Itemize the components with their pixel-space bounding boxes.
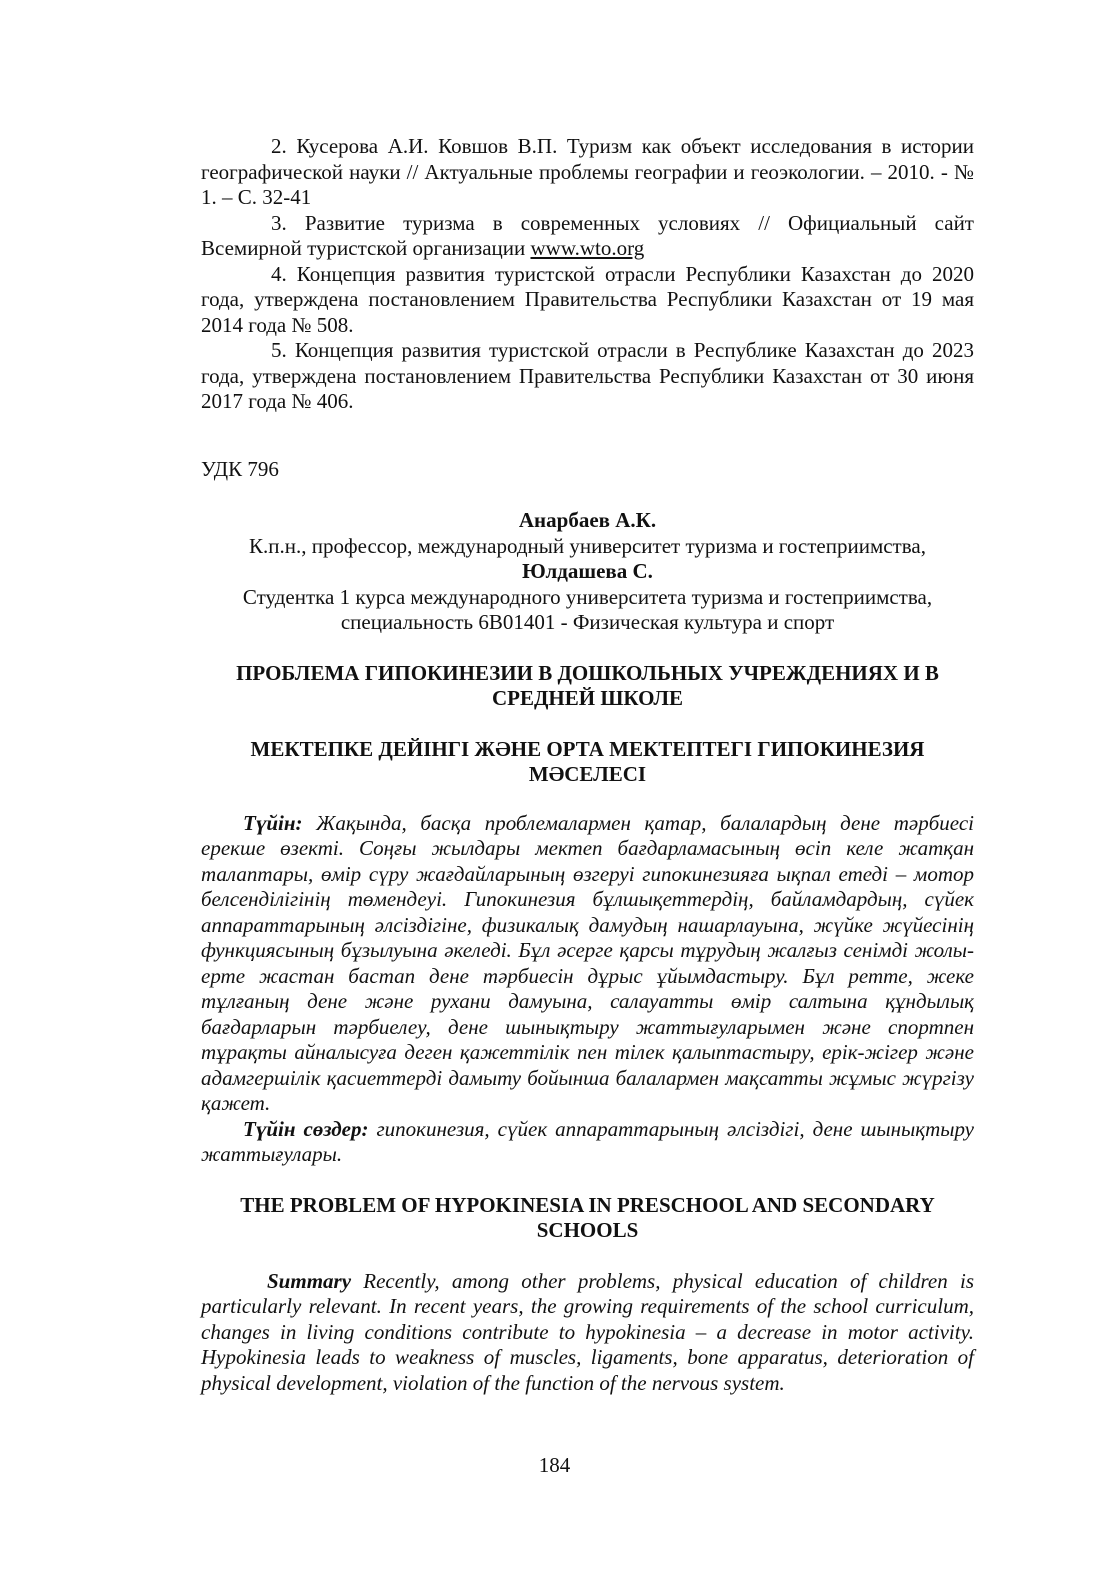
- author-name: Юлдашева С.: [522, 559, 653, 583]
- reference-item: 2. Кусерова А.И. Ковшов В.П. Туризм как объект исследования в истории географической науки // Актуальные проблемы географии и геоэкологии. – 2010. - № 1. – С. 32-41: [201, 134, 974, 209]
- author-affiliation: К.п.н., профессор, международный университет туризма и гостеприимства,: [249, 533, 926, 558]
- reference-item: 3. Развитие туризма в современных условиях // Официальный сайт Всемирной туристской организации www.wto.org: [201, 210, 974, 260]
- author-affiliation: специальность 6В01401 - Физическая культура и спорт: [340, 610, 835, 634]
- udk-code: УДК 796: [201, 456, 279, 481]
- document-page: [201, 134, 974, 1396]
- author-affiliation: Студентка 1 курса международного университета туризма и гостеприимства,: [242, 584, 933, 609]
- abstract-lead: Summary: [267, 1268, 352, 1293]
- keywords-text: гипокинезия, сүйек аппараттарының әлсіздігі, дене шынықтыру жаттығулары.: [201, 1116, 975, 1166]
- page-number: 184: [538, 1453, 571, 1477]
- title-russian: ПРОБЛЕМА ГИПОКИНЕЗИИ В ДОШКОЛЬНЫХ УЧРЕЖДЕНИЯХ И В СРЕДНЕЙ ШКОЛЕ: [236, 660, 939, 710]
- abstract-text: Жақында, басқа проблемалармен қатар, балалардың дене тәрбиесі ерекше өзекті. Соңғы жылдары мектеп бағдарламасының өсіп келе жатқан талаптары, өмір сүру жағдайларының өзгеруі гипокинезияға ықпал етеді – мотор белсенділігінің төмендеуі. Гипокинезия бұлшықеттердің, байламдардың, сүйек аппараттарының әлсіздігіне, физикалық дамудың нашарлауына, жүйке жүйесінің функциясының бұзылуына әкеледі. Бұл әсерге қарсы тұрудың жалғыз сенімді жолы-ерте жастан бастап дене тәрбиесін дұрыс ұйымдастыру. Бұл ретте, жеке тұлғаның дене және рухани дамуына, салауатты өмір салтына құндылық бағдарларын тәрбиелеу, дене шынықтыру жаттығуларымен және спортпен тұрақты айналысуға деген қажеттілік пен тілек қалыптастыру, ерік-жігер және адамгершілік қасиеттерді дамыту бойынша балалармен мақсатты жұмыс жүргізу қажет.: [201, 810, 974, 1115]
- reference-link[interactable]: www.wto.org: [530, 236, 645, 260]
- reference-item: 4. Концепция развития туристской отрасли Республики Казахстан до 2020 года, утверждена постановлением Правительства Республики Казахстан от 19 мая 2014 года № 508.: [201, 261, 974, 337]
- abstract-lead: Түйін:: [243, 810, 303, 835]
- keywords-lead: Түйін сөздер:: [243, 1116, 369, 1141]
- abstract-english: [201, 1269, 974, 1397]
- reference-item: 5. Концепция развития туристской отрасли в Республике Казахстан до 2023 года, утверждена постановлением Правительства Республики Казахстан от 30 июня 2017 года № 406.: [201, 338, 974, 413]
- author-name: Анарбаев А.К.: [518, 508, 657, 532]
- abstract-text: Recently, among other problems, physical education of children is particularly relevant. In recent years, the growing requirements of the school curriculum, changes in living conditions contribute to hypokinesia – a decrease in motor activity. Hypokinesia leads to weakness of muscles, ligaments, bone apparatus, deterioration of physical development, violation of the function of the nervous system.: [201, 1268, 974, 1395]
- title-kazakh: МЕКТЕПКЕ ДЕЙІНГІ ЖӘНЕ ОРТА МЕКТЕПТЕГІ ГИПОКИНЕЗИЯ МӘСЕЛЕСІ: [250, 736, 925, 786]
- reference-list: [201, 134, 974, 415]
- abstract-kazakh: [201, 811, 974, 1117]
- authors-block: [201, 508, 974, 636]
- title-english: THE PROBLEM OF HYPOKINESIA IN PRESCHOOL AND SECONDARY SCHOOLS: [240, 1192, 935, 1242]
- keywords-kazakh: [201, 1117, 974, 1168]
